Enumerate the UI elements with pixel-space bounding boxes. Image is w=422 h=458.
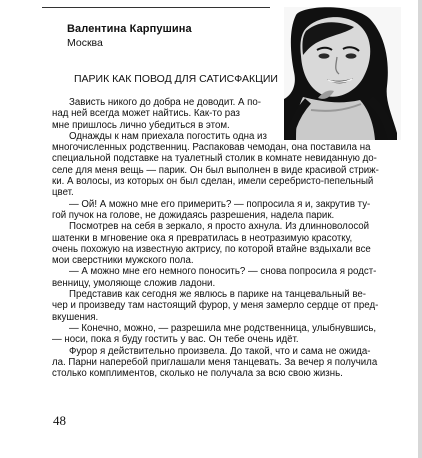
story-line: гой пучок на голове, не дожидаясь разрешения, надела парик. [52, 209, 335, 221]
story-line: мои сверстники мужского пола. [52, 255, 194, 267]
header-rule [42, 7, 270, 8]
story-line: вкушения. [52, 311, 99, 323]
story-line: очень похожую на известную актрису, по которой втайне вздыхали все [52, 243, 371, 255]
story-line: — Ой! А можно мне его примерить? — попросила я и, закрутив ту- [69, 198, 371, 210]
story-line: шатенки в мгновение ока я превратилась в неотразимую красотку, [52, 232, 353, 244]
story-line: Однажды к нам приехала погостить одна из [69, 130, 267, 142]
story-line: цвет. [52, 187, 74, 199]
story-line: над ней всегда может найтись. Как-то раз [52, 108, 240, 120]
story-line: Посмотрев на себя в зеркало, я просто ахнула. Из длинноволосой [69, 221, 370, 233]
story-line: венницу, умоляюще сложив ладони. [52, 277, 216, 289]
story-line: Представив как сегодня же явлюсь в парике на танцевальный ве- [69, 289, 367, 301]
story-line: многочисленных родственниц. Распаковав чемодан, она поставила на [52, 142, 371, 154]
story-line: специальной подставке на туалетный столик в комнате невиданную до- [52, 153, 377, 165]
story-line: чер и произведу там настоящий фурор, у меня замерло сердце от пред- [52, 300, 379, 312]
page-number: 48 [53, 413, 66, 428]
story-title: ПАРИК КАК ПОВОД ДЛЯ САТИСФАКЦИИ [74, 73, 278, 85]
page-edge-shadow [418, 0, 422, 458]
story-line: Зависть никого до добра не доводит. А по- [69, 97, 262, 108]
story-line: — А можно мне его немного поносить? — снова попросила я родст- [69, 266, 377, 278]
story-line: — Конечно, можно, — разрешила мне родственница, улыбнувшись, [69, 322, 377, 334]
story-line: мне пришлось лично убедиться в этом. [52, 119, 230, 131]
story-line: Фурор я действительно произвела. До такой, что и сама не ожида- [69, 345, 371, 357]
story-line: — носи, пока я буду гостить у вас. Он тебе очень идёт. [52, 334, 299, 346]
story-line: ки. А волосы, из которых он был сделан, имели серебристо-пепельный [52, 176, 374, 188]
story-line: столько комплиментов, сколько не получала за всю свою жизнь. [52, 368, 343, 380]
story-body [52, 97, 400, 379]
story-line: селе для меня вещь — парик. Он был выполнен в виде красивой стриж- [52, 164, 379, 176]
author-name: Валентина Карпушина [67, 23, 192, 35]
story-line: ла. Парни наперебой приглашали меня танцевать. За вечер я получила [52, 356, 378, 368]
author-city: Москва [67, 37, 103, 49]
